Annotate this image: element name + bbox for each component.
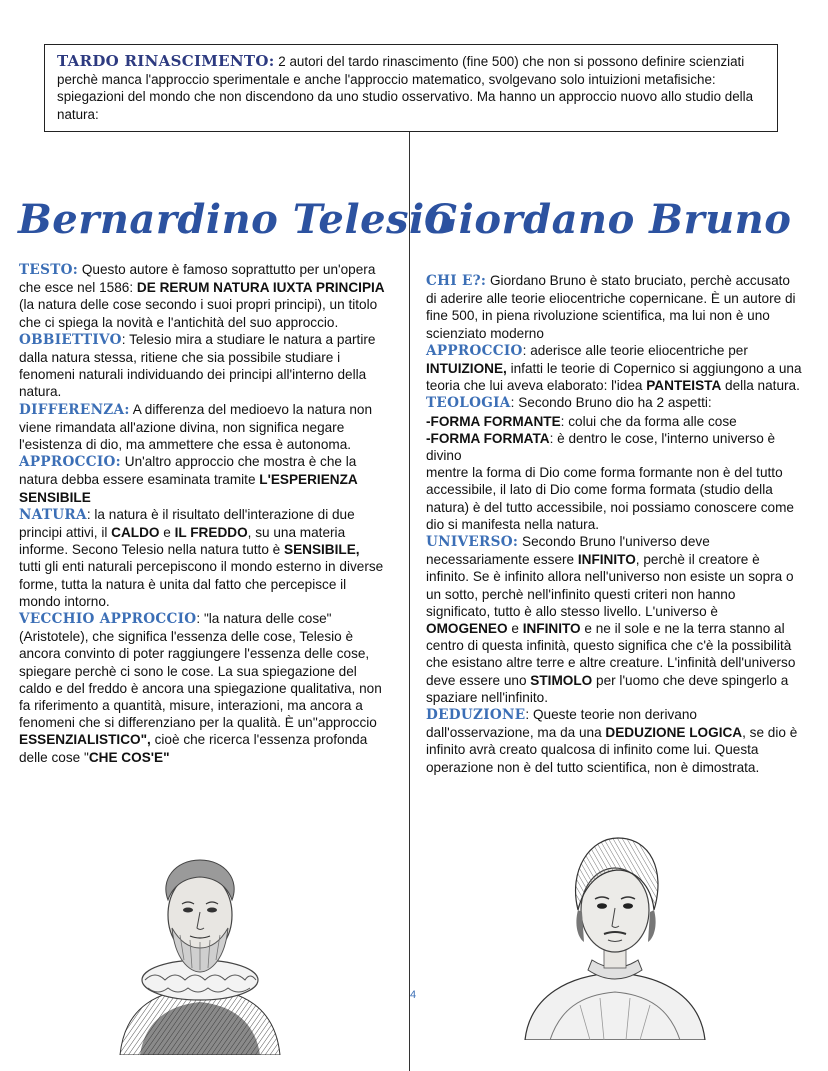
bruno-portrait-image: [520, 830, 710, 1040]
section-label: APPROCCIO: [426, 342, 523, 359]
bruno-section-universo: UNIVERSO: Secondo Bruno l'universo deve necessariamente essere INFINITO, perchè il creatore è infinito. Se è infinito allora nell'universo non esiste un sopra o un sotto, perchè nell'infinito questi criteri non hanno significato, tutto è allo stesso livello. L'universo è OMOGENEO e INFINITO e ne il sole e ne la terra stanno al centro di questa infinità, questo significa che c'è la possibilità che esistano altre terre e altre creature. L'infinità dell'universo deve essere uno STIMOLO per l'uomo che deve spingerlo a spaziare nell'infinito.: [426, 534, 796, 705]
section-label: CHI E?:: [426, 273, 487, 289]
intro-heading: TARDO RINASCIMENTO:: [57, 52, 275, 70]
telesio-column: [19, 261, 385, 766]
telesio-section-obbiettivo: OBBIETTIVO: Telesio mira a studiare le natura a partire dalla natura stessa, ritiene che sia possibile studiare i fenomeni naturali individuando dei principi all'interno della natura.: [19, 331, 376, 400]
bruno-section-chi-e: CHI E?: Giordano Bruno è stato bruciato, perchè accusato di aderire alle teorie eliocentriche copernicane. È un autore di fine 500, in piena rivoluzione scientifica, ma lui non è uno scienziato moderno: [426, 273, 796, 341]
telesio-title: Bernardino Telesio: [18, 196, 452, 243]
telesio-section-differenza: DIFFERENZA: A differenza del medioevo la natura non viene rimandata all'azione divina, non significa negare l'esistenza di dio, ma ammettere che essa è autonoma.: [19, 401, 373, 453]
section-label: APPROCCIO:: [19, 454, 121, 471]
section-label: DEDUZIONE: [426, 707, 526, 724]
intro-box: [44, 44, 778, 132]
bruno-section-deduzione: DEDUZIONE: Queste teorie non derivano dall'osservazione, ma da una DEDUZIONE LOGICA, se dio è infinito avrà creato qualcosa di infinito come lui. Questa operazione non è del tutto scientifica, non è dimostrata.: [426, 707, 798, 775]
section-label: VECCHIO APPROCCIO: [19, 611, 197, 628]
bruno-section-approccio: APPROCCIO: aderisce alle teorie eliocentriche per INTUIZIONE, infatti le teorie di Copernico si aggiungono a una teoria che lui aveva elaborato: l'idea PANTEISTA della natura.: [426, 342, 802, 394]
section-label: DIFFERENZA:: [19, 401, 130, 418]
telesio-portrait-image: [100, 830, 300, 1055]
telesio-section-natura: NATURA: la natura è il risultato dell'interazione di due principi attivi, il CALDO e IL FREDDO, su una materia informe. Secono Telesio nella natura tutto è SENSIBILE, tutti gli enti naturali percepiscono il mondo esterno in diverse forme, tutta la natura è unita dal fatto che percepisce il mondo intorno.: [19, 506, 384, 609]
section-label: UNIVERSO:: [426, 534, 519, 551]
telesio-section-vecchio-approccio: VECCHIO APPROCCIO: "la natura delle cose" (Aristotele), che significa l'essenza delle cose, Telesio è ancora convinto di poter raggiungere l'essenza delle cose, spiegare perchè ci sono le cose. La sua spiegazione del caldo e del freddo è ancora una spiegazione qualitativa, non fa riferimento a quantità, misure, interazioni, ma ancora a fenomeni che si differenziano per la qualità. È un''approccio ESSENZIALISTICO", cioè che ricerca l'essenza profonda delle cose "CHE COS'E": [19, 611, 382, 765]
intro-text: 2 autori del tardo rinascimento (fine 500) che non si possono definire scienziati perchè manca l'approccio sperimentale e anche l'approccio matematico, svolgevano solo intuizioni metafisiche: spiegazioni del mondo che non discendono da uno studio osservativo. Ma hanno un approccio nuovo allo studio della natura:: [57, 54, 754, 122]
section-label: TEOLOGIA: [426, 395, 511, 412]
telesio-section-testo: TESTO: Questo autore è famoso soprattutto per un'opera che esce nel 1586: DE RERUM NATURA IUXTA PRINCIPIA (la natura delle cose secondo i suoi propri principi), un titolo che ci spiega la novità e l'antichità del suo approccio.: [19, 262, 385, 330]
section-label: NATURA: [19, 506, 87, 523]
bruno-section-teologia: TEOLOGIA: Secondo Bruno dio ha 2 aspetti: -FORMA FORMANTE: colui che da forma alle cose -FORMA FORMATA: è dentro le cose, l'interno universo è divino mentre la forma di Dio come forma formante non è del tutto accessibile, il lato di Dio come forma formata (studio della natura) è del tutto accessibile, noi possiamo conoscere come dio si manifesta nella natura.: [426, 395, 794, 532]
section-label: TESTO:: [19, 262, 79, 278]
bruno-title: Giordano Bruno: [424, 196, 792, 243]
bruno-column: [426, 272, 802, 776]
page-number: 4: [410, 989, 417, 1001]
section-label: OBBIETTIVO: [19, 331, 122, 348]
column-divider: [409, 132, 410, 1071]
telesio-section-approccio: APPROCCIO: Un'altro approccio che mostra è che la natura debba essere esaminata tramite L'ESPERIENZA SENSIBILE: [19, 454, 358, 505]
